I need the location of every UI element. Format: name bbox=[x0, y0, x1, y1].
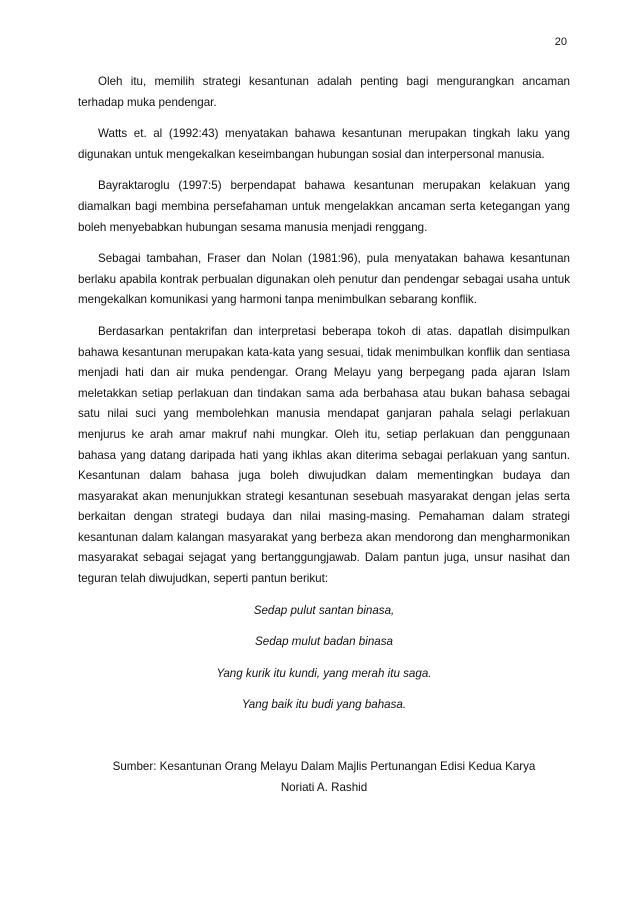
pantun-line-4: Yang baik itu budi yang bahasa. bbox=[241, 698, 407, 712]
source-citation bbox=[78, 757, 570, 798]
paragraph-5: Berdasarkan pentakrifan dan interpretasi beberapa tokoh di atas. dapatlah disimpulkan bahawa kesantunan merupakan kata-kata yang sesuai, tidak menimbulkan konflik dan sentiasa menjadi hati dan air muka pendengar. Orang Melayu yang berpegang pada ajaran Islam meletakkan setiap perlakuan dan tindakan sama ada berbahasa atau bukan bahasa sebagai satu nilai suci yang membolehkan manusia mendapat ganjaran pahala selagi perlakuan menjurus ke arah amar makruf nahi mungkar. Oleh itu, setiap perlakuan dan penggunaan bahasa yang datang daripada hati yang ikhlas akan diterima sebagai perlakuan yang santun. Kesantunan dalam bahasa juga boleh diwujudkan dalam mementingkan budaya dan masyarakat akan menunjukkan strategi kesantunan sesebuah masyarakat dengan jelas serta berkaitan dengan strategi budaya dan nilai masing-masing. Pemahaman dalam strategi kesantunan dalam kalangan masyarakat yang berbeza akan mendorong dan mengharmonikan masyarakat sebagai sejagat yang bertanggungjawab. Dalam pantun juga, unsur nasihat dan teguran telah diwujudkan, seperti pantun berikut: bbox=[78, 324, 570, 586]
pantun-line-3: Yang kurik itu kundi, yang merah itu saga. bbox=[216, 666, 432, 680]
paragraph-1: Oleh itu, memilih strategi kesantunan adalah penting bagi mengurangkan ancaman terhadap muka pendengar. bbox=[78, 75, 570, 109]
source-line-1: Sumber: Kesantunan Orang Melayu Dalam Majlis Pertunangan Edisi Kedua Karya bbox=[112, 760, 536, 773]
pantun-line-1: Sedap pulut santan binasa, bbox=[253, 603, 395, 617]
paragraph-3: Bayraktaroglu (1997:5) berpendapat bahawa kesantunan merupakan kelakuan yang diamalkan bagi membina persefahaman untuk mengelakkan ancaman serta ketegangan yang boleh menyebabkan hubungan sesama manusia menjadi renggang. bbox=[78, 179, 570, 234]
body-text bbox=[78, 72, 570, 727]
pantun-line-2: Sedap mulut badan binasa bbox=[255, 635, 393, 649]
page-number: 20 bbox=[554, 36, 567, 48]
pantun-verse bbox=[78, 601, 570, 716]
paragraph-2: Watts et. al (1992:43) menyatakan bahawa kesantunan merupakan tingkah laku yang digunakan untuk mengekalkan keseimbangan hubungan sosial dan interpersonal manusia. bbox=[78, 127, 570, 161]
paragraph-4: Sebagai tambahan, Fraser dan Nolan (1981:96), pula menyatakan bahawa kesantunan berlaku apabila kontrak perbualan digunakan oleh penutur dan pendengar sebagai usaha untuk mengekalkan komunikasi yang harmoni tanpa menimbulkan sebarang konflik. bbox=[78, 252, 570, 307]
source-line-2: Noriati A. Rashid bbox=[280, 780, 368, 794]
